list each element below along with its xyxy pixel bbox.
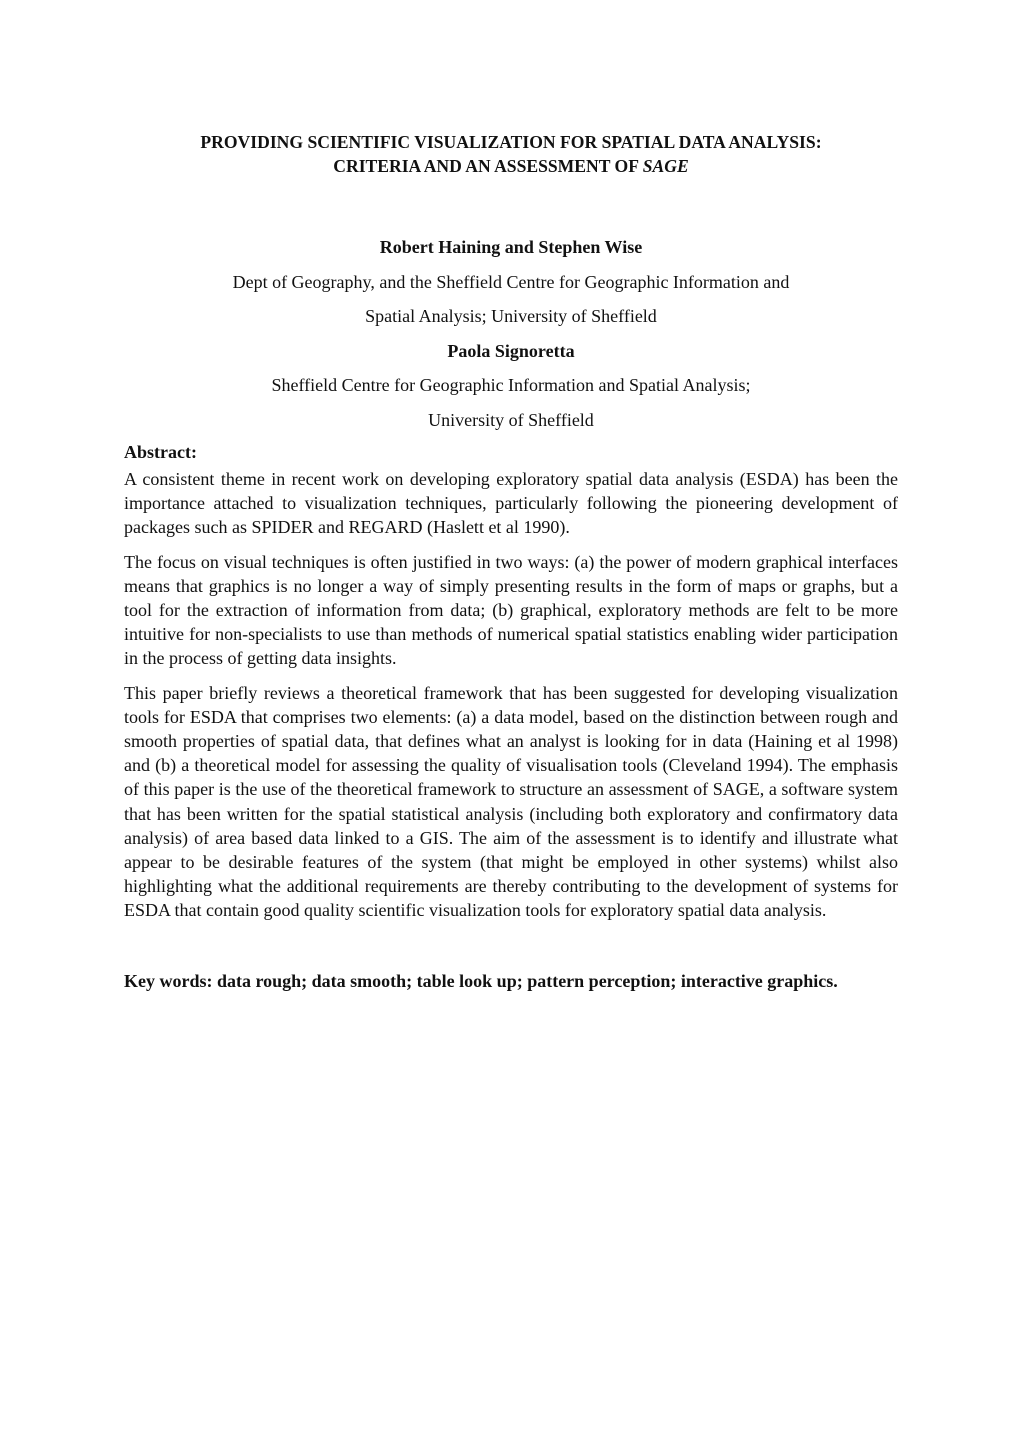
title-software-name: SAGE xyxy=(642,156,689,176)
author-names-1: Robert Haining and Stephen Wise xyxy=(379,237,643,257)
title-line-2 xyxy=(124,154,898,178)
affiliation-1-line-1: Dept of Geography, and the Sheffield Centre for Geographic Information and xyxy=(232,271,790,292)
authors-block xyxy=(124,230,898,437)
abstract-paragraph-1: A consistent theme in recent work on developing exploratory spatial data analysis (ESDA) has been the importance attached to visualization techniques, particularly following the pioneering development of packages such as SPIDER and REGARD (Haslett et al 1990). xyxy=(124,469,898,538)
paper-page xyxy=(124,130,898,1011)
author-names-2: Paola Signoretta xyxy=(447,340,575,361)
affiliation-1-line-2: Spatial Analysis; University of Sheffield xyxy=(365,306,657,326)
abstract-heading: Abstract: xyxy=(124,442,197,462)
paper-title xyxy=(124,130,898,178)
affiliation-2-line-1: Sheffield Centre for Geographic Information and Spatial Analysis; xyxy=(271,375,751,395)
keywords: Key words: data rough; data smooth; table look up; pattern perception; interactive graphics. xyxy=(124,970,838,991)
title-line-1: PROVIDING SCIENTIFIC VISUALIZATION FOR SPATIAL DATA ANALYSIS: xyxy=(200,132,822,152)
abstract-paragraph-3: This paper briefly reviews a theoretical framework that has been suggested for developing visualization tools for ESDA that comprises two elements: (a) a data model, based on the distinction between rough and smooth properties of spatial data, that defines what an analyst is looking for in data (Haining et al 1998) and (b) a theoretical model for assessing the quality of visualisation tools (Cleveland 1994). The emphasis of this paper is the use of the theoretical framework to structure an assessment of SAGE, a software system that has been written for the spatial statistical analysis (including both exploratory and confirmatory data analysis) of area based data linked to a GIS. The aim of the assessment is to identify and illustrate what appear to be desirable features of the system (that might be employed in other systems) whilst also highlighting what the additional requirements are thereby contributing to the development of systems for ESDA that contain good quality scientific visualization tools for exploratory spatial data analysis. xyxy=(124,682,898,921)
abstract-paragraph-2: The focus on visual techniques is often justified in two ways: (a) the power of modern graphical interfaces means that graphics is no longer a way of simply presenting results in the form of maps or graphs, but a tool for the extraction of information from data; (b) graphical, exploratory methods are felt to be more intuitive for non-specialists to use than methods of numerical spatial statistics enabling wider participation in the process of getting data insights. xyxy=(124,551,898,669)
affiliation-2-line-2: University of Sheffield xyxy=(428,409,594,430)
title-line-2-prefix: CRITERIA AND AN ASSESSMENT OF xyxy=(333,156,643,176)
